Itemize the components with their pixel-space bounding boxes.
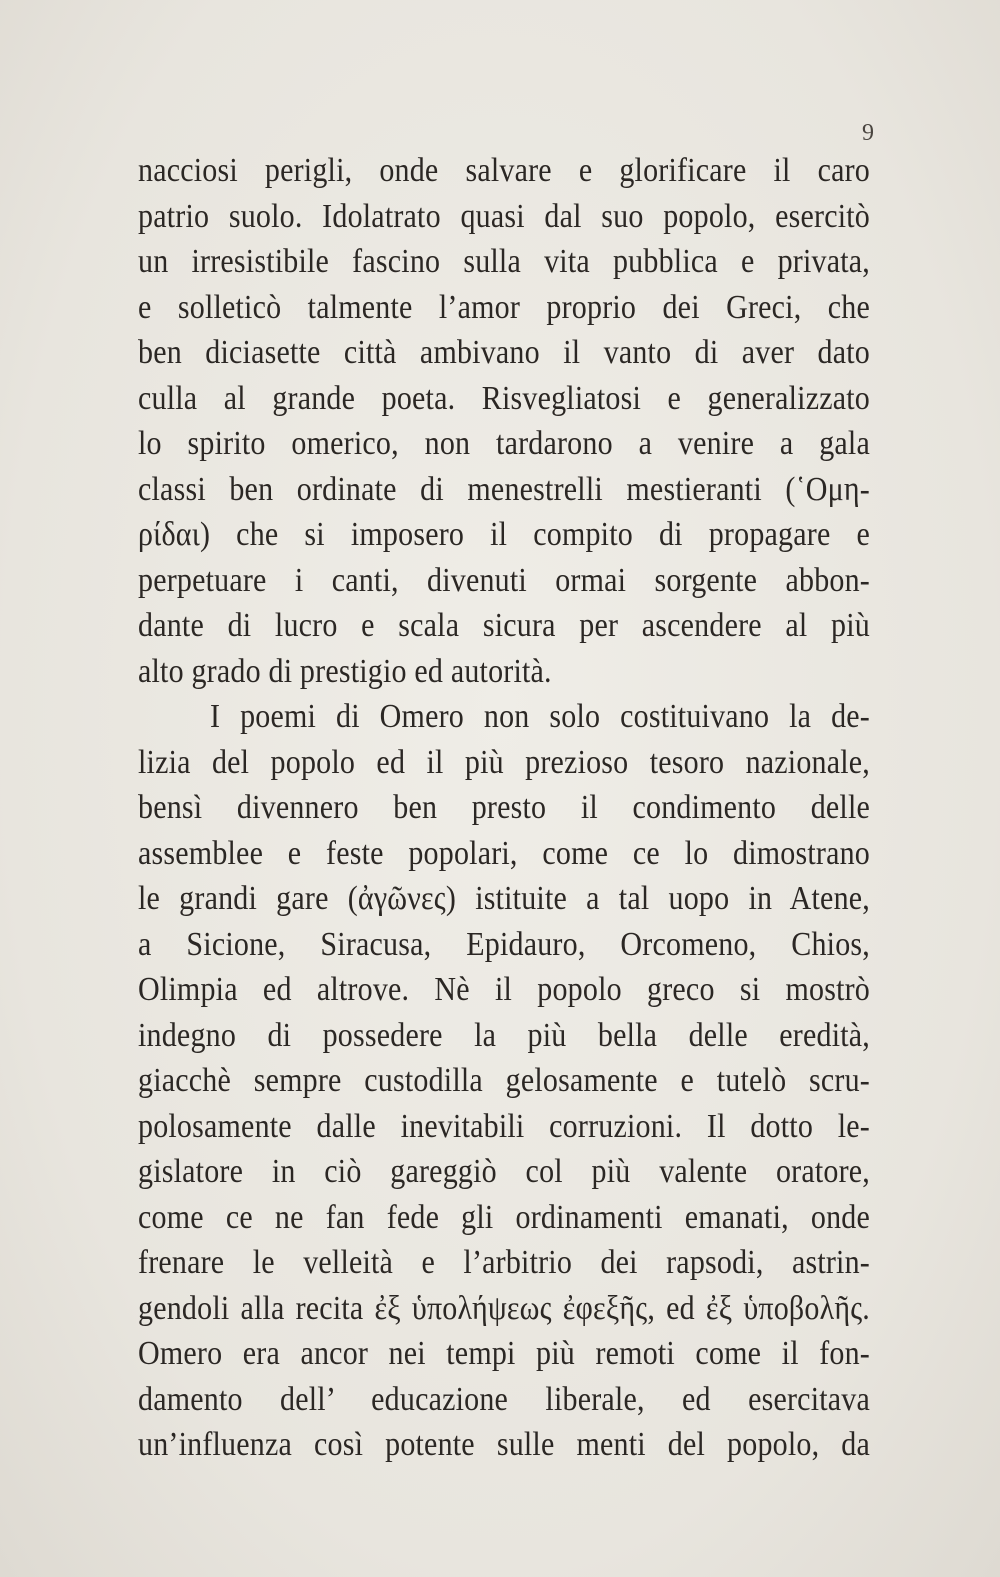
text-line: giacchè sempre custodilla gelosamente e tutelò scru- bbox=[138, 1061, 870, 1099]
text-line: un irresistibile fascino sulla vita pubblica e privata, bbox=[138, 242, 870, 280]
text-line: e solleticò talmente l’amor proprio dei Greci, che bbox=[138, 288, 870, 326]
text-line: ben diciasette città ambivano il vanto di aver dato bbox=[138, 333, 870, 371]
text-line: Olimpia ed altrove. Nè il popolo greco si mostrò bbox=[138, 970, 870, 1008]
text-line: come ce ne fan fede gli ordinamenti emanati, onde bbox=[138, 1198, 870, 1236]
text-line: indegno di possedere la più bella delle eredità, bbox=[138, 1016, 870, 1054]
text-line: damento dell’ educazione liberale, ed esercitava bbox=[138, 1380, 870, 1418]
text-line: a Sicione, Siracusa, Epidauro, Orcomeno, Chios, bbox=[138, 925, 870, 963]
text-line: assemblee e feste popolari, come ce lo dimostrano bbox=[138, 834, 870, 872]
text-line: nacciosi perigli, onde salvare e glorificare il caro bbox=[138, 151, 870, 189]
text-line: bensì divennero ben presto il condimento delle bbox=[138, 788, 870, 826]
text-line: classi ben ordinate di menestrelli mestieranti (῾Ομη- bbox=[138, 470, 870, 508]
text-line: lo spirito omerico, non tardarono a venire a gala bbox=[138, 424, 870, 462]
body-text bbox=[138, 148, 870, 1468]
text-line: un’influenza così potente sulle menti del popolo, da bbox=[138, 1425, 870, 1463]
text-line: ρίδαι) che si imposero il compito di propagare e bbox=[138, 515, 870, 553]
text-line: culla al grande poeta. Risvegliatosi e generalizzato bbox=[138, 379, 870, 417]
paragraph-start-line: I poemi di Omero non solo costituivano la de- bbox=[210, 697, 870, 735]
paragraph-end-line: alto grado di prestigio ed autorità. bbox=[138, 652, 552, 690]
text-line: perpetuare i canti, divenuti ormai sorgente abbon- bbox=[138, 561, 870, 599]
text-line: gendoli alla recita ἐξ ὑπολήψεως ἐφεξῆς, ed ἐξ ὑποβολῆς. bbox=[138, 1289, 870, 1327]
text-line: le grandi gare (ἀγῶνες) istituite a tal uopo in Atene, bbox=[138, 879, 870, 917]
text-line: frenare le velleità e l’arbitrio dei rapsodi, astrin- bbox=[138, 1243, 870, 1281]
text-line: lizia del popolo ed il più prezioso tesoro nazionale, bbox=[138, 743, 870, 781]
page-number: 9 bbox=[862, 120, 874, 146]
text-line: gislatore in ciò gareggiò col più valente oratore, bbox=[138, 1152, 870, 1190]
text-line: patrio suolo. Idolatrato quasi dal suo popolo, esercitò bbox=[138, 197, 870, 235]
text-line: polosamente dalle inevitabili corruzioni. Il dotto le- bbox=[138, 1107, 870, 1145]
text-line: dante di lucro e scala sicura per ascendere al più bbox=[138, 606, 870, 644]
text-line: Omero era ancor nei tempi più remoti come il fon- bbox=[138, 1334, 870, 1372]
